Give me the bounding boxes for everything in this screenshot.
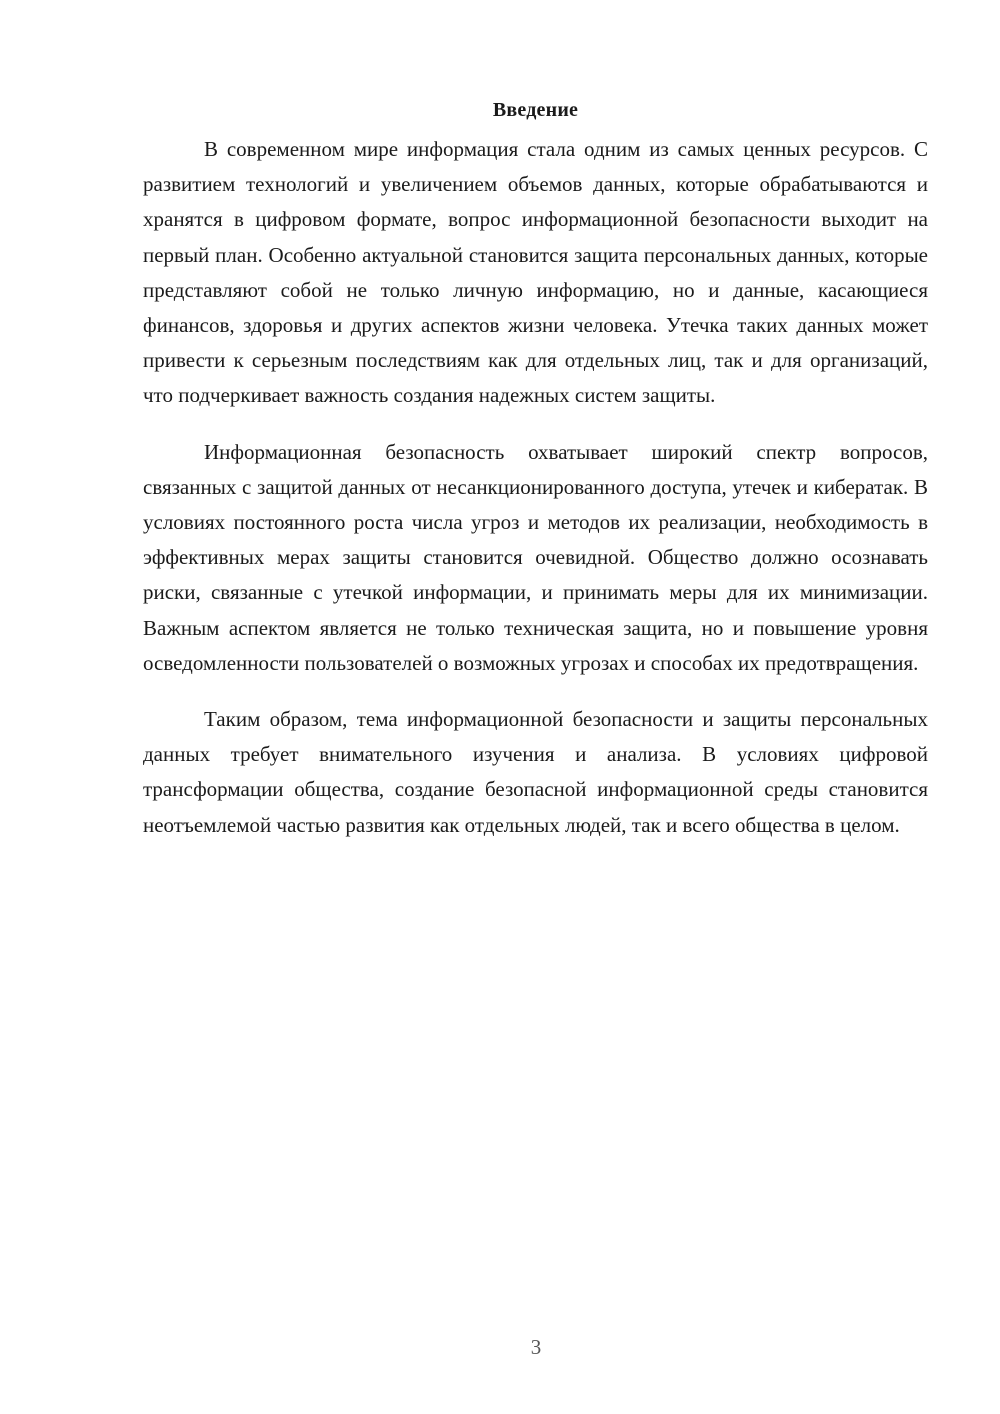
paragraph-3: Таким образом, тема информационной безопасности и защиты персональных данных требует внимательного изучения и анализа. В условиях цифровой трансформации общества, создание безопасной информационной среды становится неотъемлемой частью развития как отдельных людей, так и всего общества в целом. [143,707,928,837]
paragraph-1: В современном мире информация стала одним из самых ценных ресурсов. С развитием технологий и увеличением объемов данных, которые обрабатываются и хранятся в цифровом формате, вопрос информационной безопасности выходит на первый план. Особенно актуальной становится защита персональных данных, которые представляют собой не только личную информацию, но и данные, касающиеся финансов, здоровья и других аспектов жизни человека. Утечка таких данных может привести к серьезным последствиям как для отдельных лиц, так и для организаций, что подчеркивает важность создания надежных систем защиты. [143,137,928,408]
section-heading: Введение [492,99,579,121]
paragraph-2: Информационная безопасность охватывает широкий спектр вопросов, связанных с защитой данных от несанкционированного доступа, утечек и кибератак. В условиях постоянного роста числа угроз и методов их реализации, необходимость в эффективных мерах защиты становится очевидной. Общество должно осознавать риски, связанные с утечкой информации, и принимать меры для их минимизации. Важным аспектом является не только техническая защита, но и повышение уровня осведомленности пользователей о возможных угрозах и способах их предотвращения. [143,439,928,675]
page-number: 3 [530,1335,542,1359]
page-content [143,96,928,864]
